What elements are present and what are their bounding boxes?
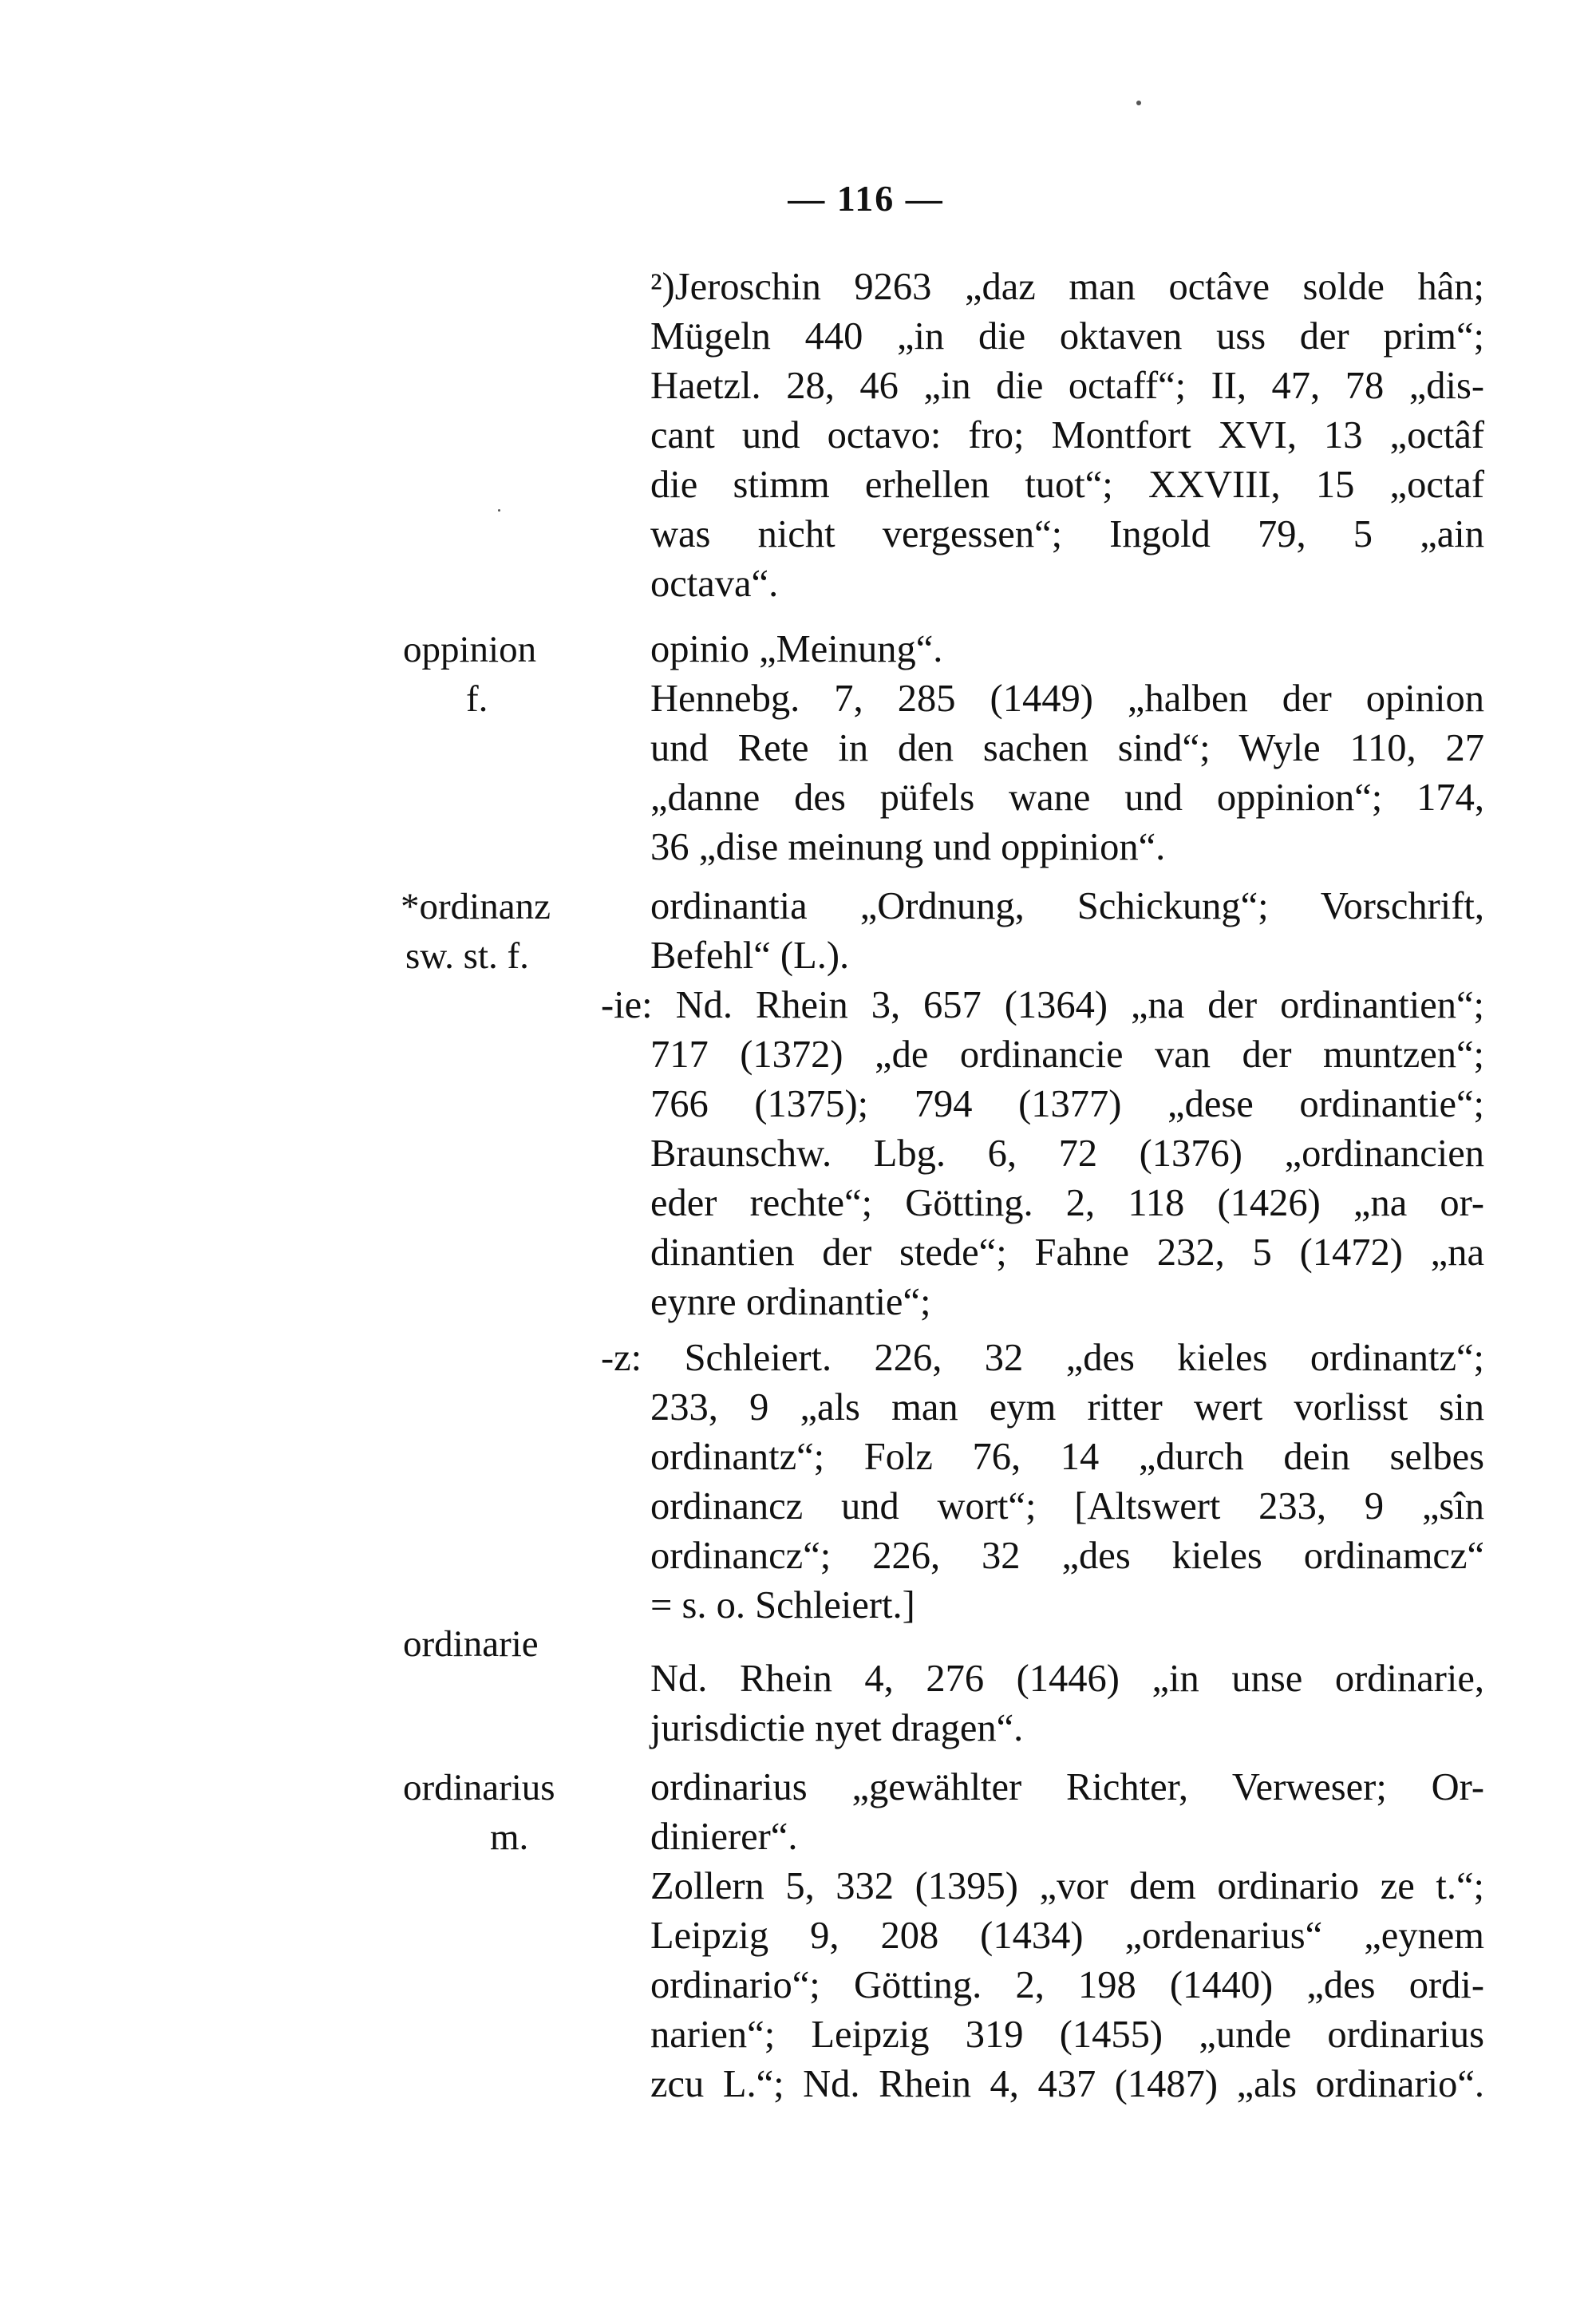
entry-line: ordinario“; Götting. 2, 198 (1440) „des ordi- xyxy=(650,1964,1484,2006)
lemma-headword: oppinion xyxy=(403,629,537,670)
entry-line: ordinantz“; Folz 76, 14 „durch dein selbes xyxy=(650,1436,1484,1478)
entry-line: „danne des püfels wane und oppinion“; 174, xyxy=(650,777,1484,819)
entry-line: und Rete in den sachen sind“; Wyle 110, 27 xyxy=(650,727,1484,769)
entry-line: 766 (1375); 794 (1377) „dese ordinantie“; xyxy=(650,1083,1484,1125)
footnote-line: ²)Jeroschin 9263 „daz man octâve solde hân; xyxy=(650,266,1484,308)
lemma-gender: sw. st. f. xyxy=(405,935,529,977)
entry-line: ordinancz und wort“; [Altswert 233, 9 „sîn xyxy=(650,1485,1484,1528)
entry-line: 717 (1372) „de ordinancie van der muntzen“; xyxy=(650,1034,1484,1076)
lemma-headword: *ordinanz xyxy=(401,886,551,927)
entry-line: dinantien der stede“; Fahne 232, 5 (1472) „na xyxy=(650,1231,1484,1274)
entry-line: = s. o. Schleiert.] xyxy=(650,1584,915,1626)
entry-line: zcu L.“; Nd. Rhein 4, 437 (1487) „als ordinario“. xyxy=(650,2063,1484,2105)
footnote-line: die stimm erhellen tuot“; XXVIII, 15 „octaf xyxy=(650,464,1484,506)
entry-line: Befehl“ (L.). xyxy=(650,935,850,977)
footnote-line: Haetzl. 28, 46 „in die octaff“; II, 47, 78 „dis- xyxy=(650,365,1484,407)
entry-line: 233, 9 „als man eym ritter wert vorlisst sin xyxy=(650,1386,1484,1429)
entry-line: Hennebg. 7, 285 (1449) „halben der opinion xyxy=(650,678,1484,720)
footnote-line: cant und octavo: fro; Montfort XVI, 13 „octâf xyxy=(650,414,1484,456)
page-number: — 116 — xyxy=(788,178,944,219)
entry-line: dinierer“. xyxy=(650,1816,798,1858)
entry-line: ordinancz“; 226, 32 „des kieles ordinamcz“ xyxy=(650,1535,1484,1577)
footnote-line: Mügeln 440 „in die oktaven uss der prim“; xyxy=(650,315,1484,358)
lemma-headword: ordinarie xyxy=(403,1623,539,1665)
lemma-gender: m. xyxy=(490,1816,529,1858)
dot-mark-top xyxy=(1136,101,1141,105)
entry-line: ordinarius „gewählter Richter, Verweser; Or- xyxy=(650,1766,1484,1808)
entry-line: ordinantia „Ordnung, Schickung“; Vorschrift, xyxy=(650,885,1484,927)
lemma-headword: ordinarius xyxy=(403,1767,555,1808)
entry-line: eder rechte“; Götting. 2, 118 (1426) „na or- xyxy=(650,1182,1484,1224)
dot-mark-left xyxy=(498,509,500,512)
footnote-line: octava“. xyxy=(650,563,779,605)
lemma-gender: f. xyxy=(466,678,488,720)
entry-line: jurisdictie nyet dragen“. xyxy=(650,1707,1024,1749)
variant-form-line: -ie: Nd. Rhein 3, 657 (1364) „na der ordinantien“; xyxy=(601,984,1484,1026)
footnote-line: was nicht vergessen“; Ingold 79, 5 „ain xyxy=(650,513,1484,555)
entry-line: Leipzig 9, 208 (1434) „ordenarius“ „eynem xyxy=(650,1915,1484,1957)
entry-line: opinio „Meinung“. xyxy=(650,628,943,670)
entry-line: 36 „dise meinung und oppinion“. xyxy=(650,826,1166,868)
entry-line: eynre ordinantie“; xyxy=(650,1281,931,1323)
variant-form-line: -z: Schleiert. 226, 32 „des kieles ordinantz“; xyxy=(601,1337,1484,1379)
entry-line: Braunschw. Lbg. 6, 72 (1376) „ordinancien xyxy=(650,1132,1484,1175)
entry-line: Zollern 5, 332 (1395) „vor dem ordinario ze t.“; xyxy=(650,1865,1484,1907)
entry-line: Nd. Rhein 4, 276 (1446) „in unse ordinarie, xyxy=(650,1658,1484,1700)
entry-line: narien“; Leipzig 319 (1455) „unde ordinarius xyxy=(650,2014,1484,2056)
